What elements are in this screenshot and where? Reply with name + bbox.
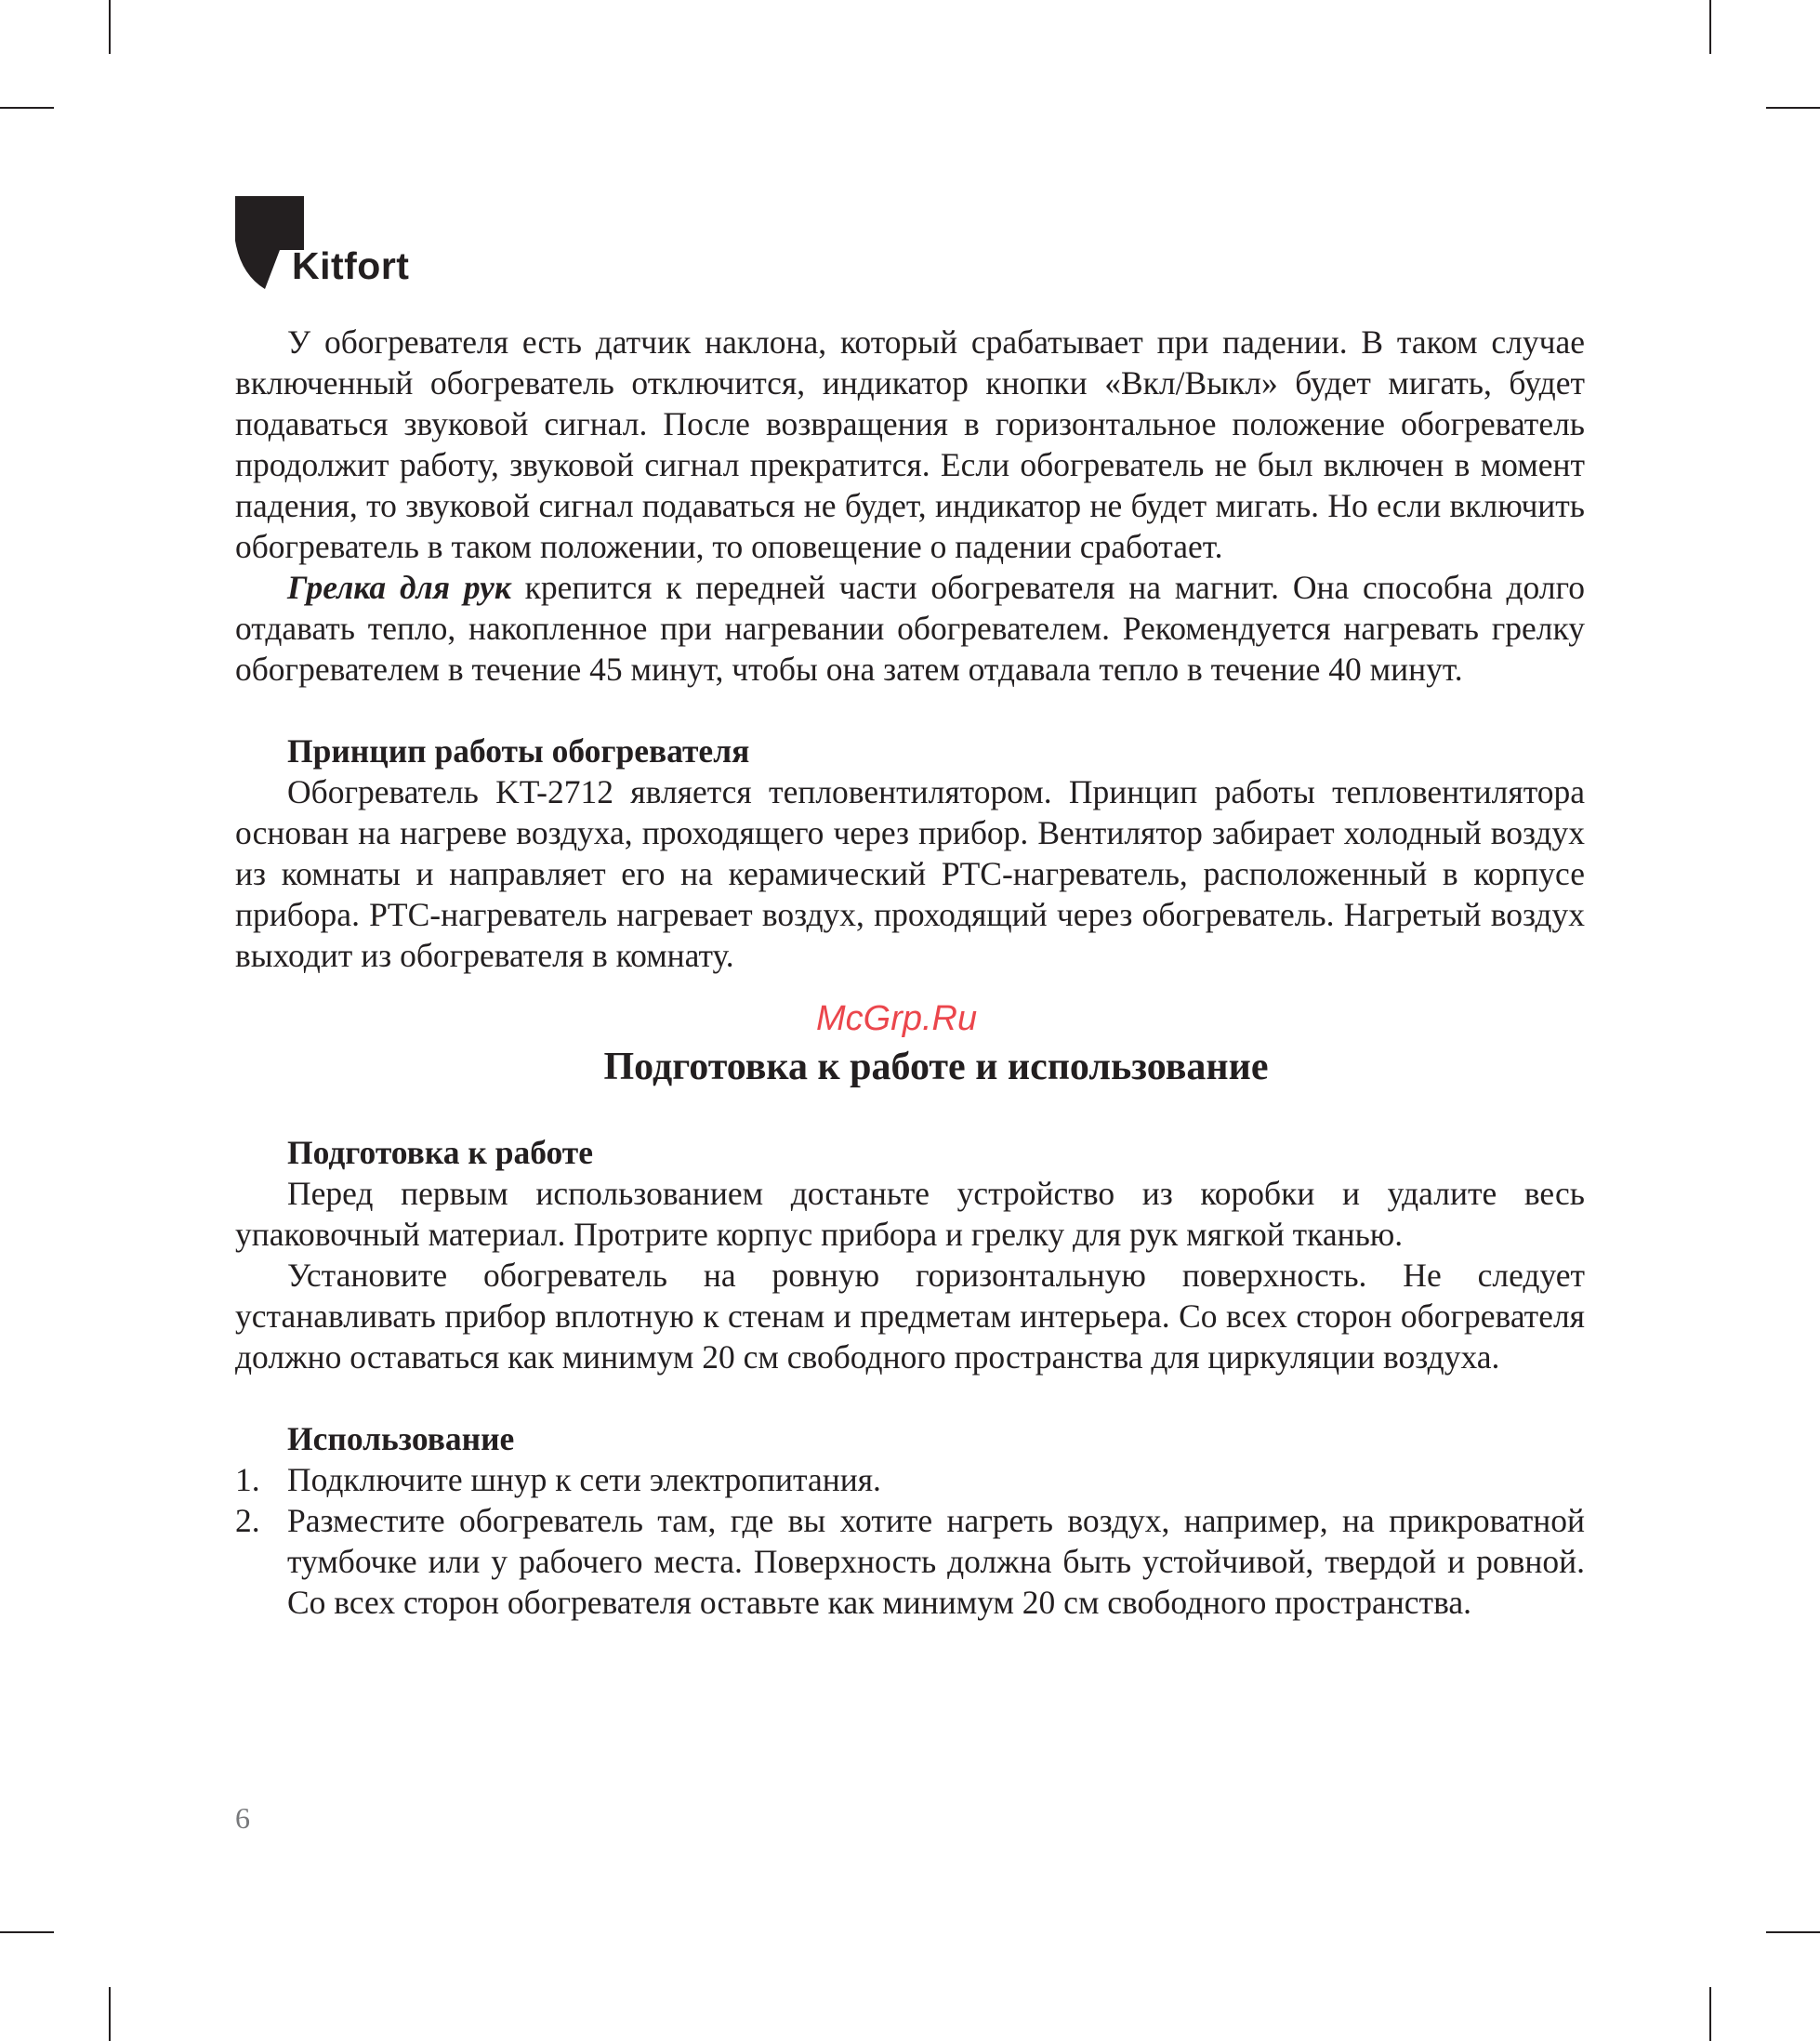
usage-heading: Использование [287,1420,515,1457]
step-number: 2. [235,1502,260,1539]
hand-warmer-text: крепится к передней части обогревателя на магнит. Она способна долго отдавать тепло, накопленное при нагревании обогревателем. Рекомендуется нагревать грелку обогревателем в течение 45 минут, чтобы она затем отдавала тепло в течение 40 минут. [235,569,1585,688]
hand-warmer-term: Грелка для рук [287,569,511,606]
brand-name: Kitfort [292,244,410,287]
page-number: 6 [235,1801,250,1835]
list-item [235,1459,1585,1500]
crop-mark [1766,107,1820,109]
crop-mark [109,0,111,54]
watermark: McGrp.Ru [816,999,978,1038]
kitfort-logo [235,196,440,294]
step-number: 1. [235,1461,260,1498]
crop-mark [0,1931,54,1933]
crop-mark [0,107,54,109]
page-content [235,322,1585,1623]
crop-mark [1709,0,1711,54]
principle-text: Обогреватель KT-2712 является тепловентилятором. Принцип работы тепловентилятора основан на нагреве воздуха, проходящего через прибор. Вентилятор забирает холодный воздух из комнаты и направляет его на керамический PTC-нагреватель, расположенный в корпусе прибора. PTC-нагреватель нагревает воздух, проходящий через обогреватель. Нагретый воздух выходит из обогревателя в комнату. [235,773,1585,974]
paragraph-hand-warmer [235,567,1585,690]
principle-heading: Принцип работы обогревателя [287,732,750,770]
crop-mark [1766,1931,1820,1933]
preparation-paragraph-1: Перед первым использованием достаньте устройство из коробки и удалите весь упаковочный материал. Протрите корпус прибора и грелку для рук мягкой тканью. [235,1175,1585,1253]
paragraph-tilt-sensor: У обогревателя есть датчик наклона, который срабатывает при падении. В таком случае включенный обогреватель отключится, индикатор кнопки «Вкл/Выкл» будет мигать, будет подаваться звуковой сигнал. После возвращения в горизонтальное положение обогреватель продолжит работу, звуковой сигнал прекратится. Если обогреватель не был включен в момент падения, то звуковой сигнал подаваться не будет, индикатор не будет мигать. Но если включить обогреватель в таком положении, то оповещение о падении сработает. [235,323,1585,565]
step-text: Разместите обогреватель там, где вы хотите нагреть воздух, например, на прикроватной тумбочке или у рабочего места. Поверхность должна быть устойчивой, твердой и ровной. Со всех сторон обогревателя оставьте как минимум 20 см свободного пространства. [287,1502,1585,1621]
crop-mark [1709,1987,1711,2041]
crop-mark [109,1987,111,2041]
preparation-paragraph-2: Установите обогреватель на ровную горизонтальную поверхность. Не следует устанавливать прибор вплотную к стенам и предметам интерьера. Со всех сторон обогревателя должно оставаться как минимум 20 см свободного пространства для циркуляции воздуха. [235,1257,1585,1376]
step-text: Подключите шнур к сети электропитания. [287,1461,881,1498]
preparation-heading: Подготовка к работе [287,1134,593,1171]
list-item [235,1500,1585,1623]
usage-steps [235,1459,1585,1623]
section-title: Подготовка к работе и использование [603,1046,1269,1088]
